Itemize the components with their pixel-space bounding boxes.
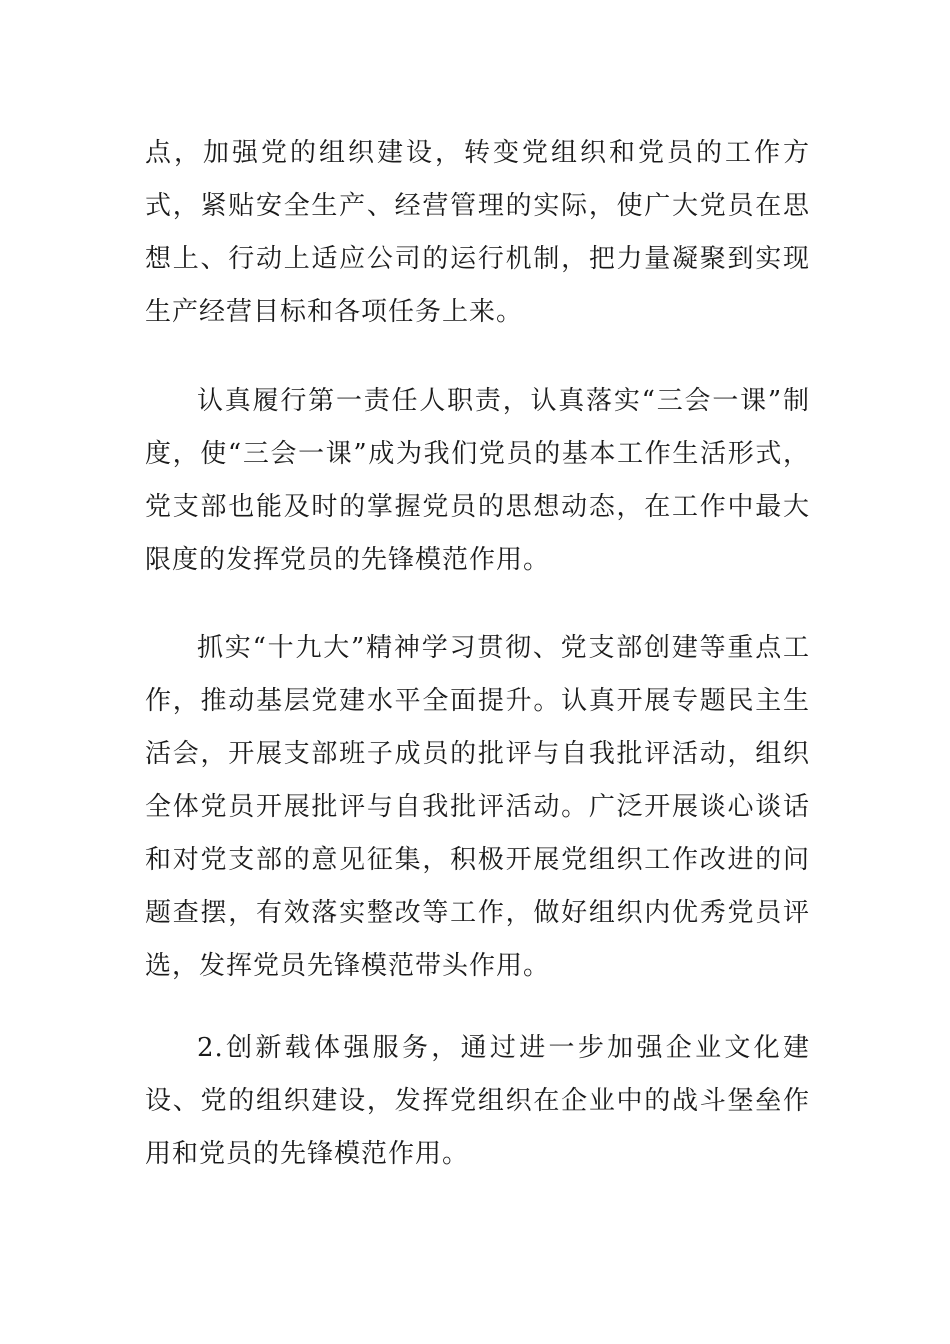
paragraph-three-meetings: 认真履行第一责任人职责，认真落实“三会一课”制度，使“三会一课”成为我们党员的基本工作生活形式，党支部也能及时的掌握党员的思想动态，在工作中最大限度的发挥党员的先锋模范作用。 [145, 386, 810, 575]
paragraph-item-2: 2.创新载体强服务，通过进一步加强企业文化建设、党的组织建设，发挥党组织在企业中的战斗堡垒作用和党员的先锋模范作用。 [145, 1033, 810, 1169]
paragraph-continuation: 点，加强党的组织建设，转变党组织和党员的工作方式，紧贴安全生产、经营管理的实际，使广大党员在思想上、行动上适应公司的运行机制，把力量凝聚到实现生产经营目标和各项任务上来。 [145, 138, 810, 327]
paragraph-party-building: 抓实“十九大”精神学习贯彻、党支部创建等重点工作，推动基层党建水平全面提升。认真开展专题民主生活会，开展支部班子成员的批评与自我批评活动，组织全体党员开展批评与自我批评活动。广泛开展谈心谈话和对党支部的意见征集，积极开展党组织工作改进的问题查摆，有效落实整改等工作，做好组织内优秀党员评选，发挥党员先锋模范带头作用。 [145, 633, 810, 981]
